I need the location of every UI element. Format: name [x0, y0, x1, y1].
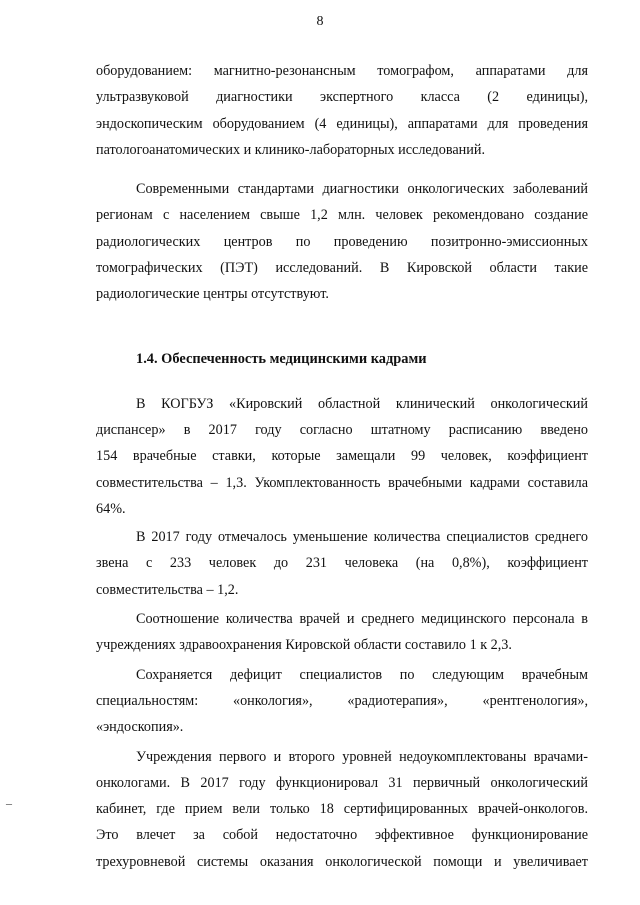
text-line: диспансер» в 2017 году согласно штатному расписанию введено: [96, 421, 588, 438]
text-line: совместительства – 1,3. Укомплектованность врачебными кадрами составила: [96, 474, 588, 491]
text-line: Учреждения первого и второго уровней недоукомплектованы врачами-: [136, 748, 588, 765]
text-line: специальностям: «онкология», «радиотерапия», «рентгенология»,: [96, 692, 588, 709]
text-line: трехуровневой системы оказания онкологической помощи и увеличивает: [96, 853, 588, 870]
text-line: кабинет, где прием вели только 18 сертифицированных врачей-онкологов.: [96, 801, 588, 818]
text-line: Современными стандартами диагностики онкологических заболеваний: [136, 181, 588, 198]
text-line: звена с 233 человек до 231 человека (на 0,8%), коэффициент: [96, 555, 588, 572]
page-body: [96, 58, 588, 875]
text-line: радиологические центры отсутствуют.: [96, 286, 329, 303]
paragraph-staffing: [96, 391, 588, 522]
scan-margin-mark: –: [6, 796, 12, 810]
text-line: совместительства – 1,2.: [96, 581, 239, 598]
text-line: учреждениях здравоохранения Кировской области составило 1 к 2,3.: [96, 637, 512, 654]
text-line: 64%.: [96, 500, 126, 517]
paragraph-ratio: [96, 606, 588, 659]
text-line: 154 врачебные ставки, которые замещали 99 человек, коэффициент: [96, 448, 588, 465]
text-line: оборудованием: магнитно-резонансным томографом, аппаратами для: [96, 63, 588, 79]
paragraph-deficit: [96, 662, 588, 741]
text-line: Это влечет за собой недостаточно эффективное функционирование: [96, 827, 588, 844]
page-number: 8: [316, 14, 324, 29]
paragraph-equipment: [96, 58, 588, 163]
text-line: патологоанатомических и клинико-лабораторных исследований.: [96, 141, 485, 158]
text-line: В КОГБУЗ «Кировский областной клинический онкологический: [136, 395, 588, 412]
text-line: Сохраняется дефицит специалистов по следующим врачебным: [136, 666, 588, 683]
text-line: томографических (ПЭТ) исследований. В Кировской области такие: [96, 260, 588, 277]
text-line: ультразвуковой диагностики экспертного класса (2 единицы),: [96, 89, 588, 106]
text-line: В 2017 году отмечалось уменьшение количества специалистов среднего: [136, 529, 588, 546]
text-line: онкологами. В 2017 году функционировал 31 первичный онкологический: [96, 774, 588, 791]
text-line: регионам с населением свыше 1,2 млн. человек рекомендовано создание: [96, 207, 588, 224]
text-line: эндоскопическим оборудованием (4 единицы), аппаратами для проведения: [96, 115, 588, 132]
section-heading: 1.4. Обеспеченность медицинскими кадрами: [136, 350, 427, 367]
text-line: Соотношение количества врачей и среднего медицинского персонала в: [136, 611, 588, 628]
paragraph-pet-centers: [96, 176, 588, 307]
paragraph-institutions: [96, 744, 588, 875]
text-line: радиологических центров по проведению позитронно-эмиссионных: [96, 233, 588, 250]
text-line: «эндоскопия».: [96, 719, 184, 736]
paragraph-nurses: [96, 524, 588, 603]
